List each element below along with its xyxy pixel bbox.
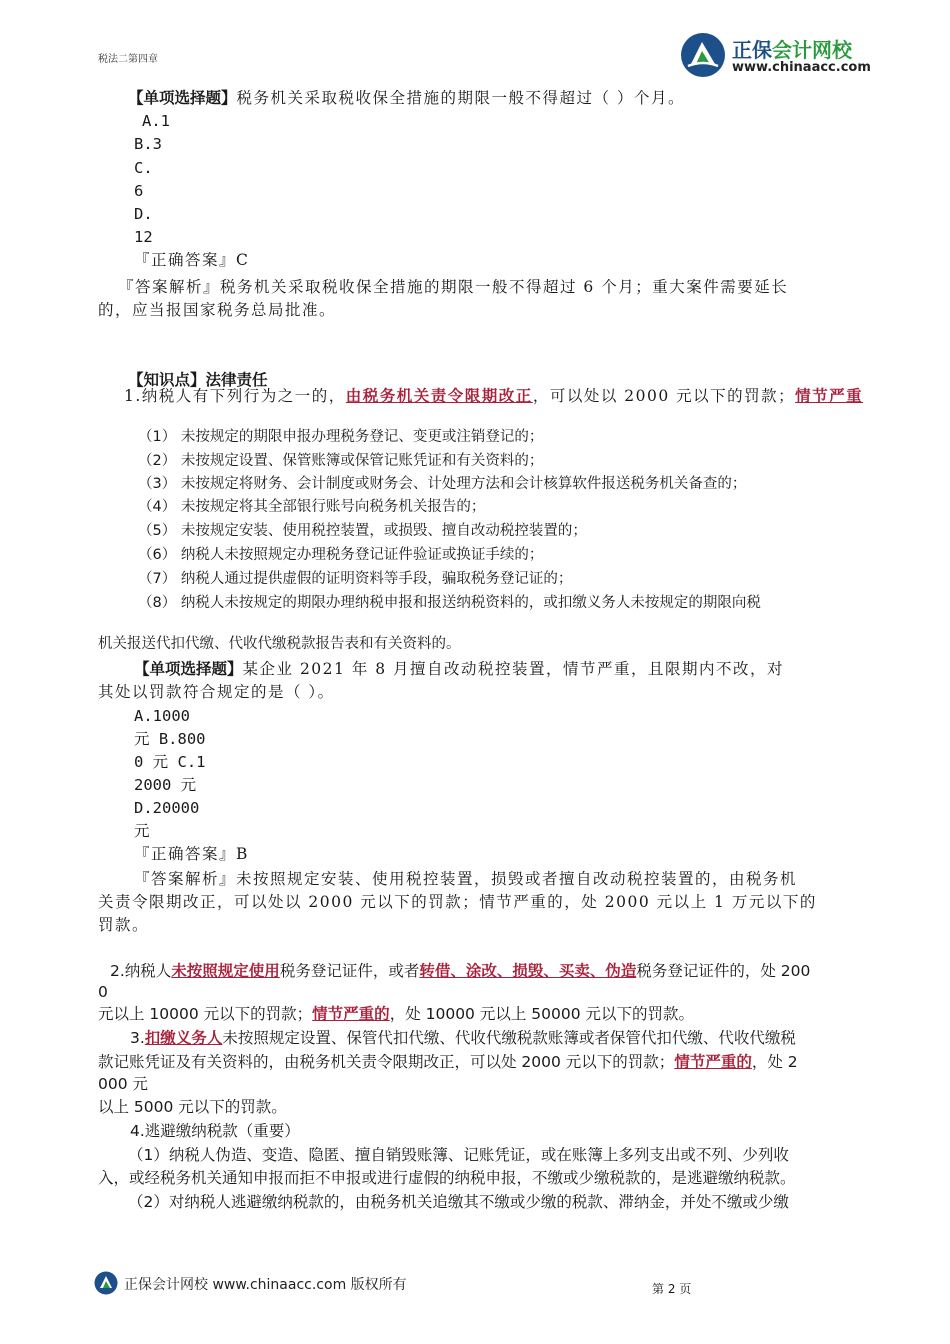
p3-line4: 以上 5000 元以下的罚款。 [98,1098,287,1116]
q2-analysis-line3: 罚款。 [98,916,150,934]
brand-name [732,34,852,63]
q2-line-4: 2000 元 [134,776,197,794]
brand-logo [680,30,880,82]
law-line1 [124,386,864,408]
q2-line-6: 元 [134,822,150,840]
footer-copyright: 正保会计网校 www.chinaacc.com 版权所有 [124,1277,407,1293]
p2-line3-text-b: ，处 10000 元以上 50000 元以下的罚款。 [389,1005,695,1023]
p4-title: 4.逃避缴纳税款（重要） [130,1122,300,1140]
brand-sub: 会计网校 [772,38,852,62]
p3-text-a: 3. [130,1029,145,1047]
q2-line-5: D.20000 [134,799,200,817]
p2-line2: 0 [98,983,108,1001]
law-item-1: （1） 未按规定的期限申报办理税务登记、变更或注销登记的； [138,429,544,445]
p2-line3 [98,1004,694,1024]
law-item-6: （6） 纳税人未按照规定办理税务登记证件验证或换证手续的； [138,547,544,563]
p2-text-c: 税务登记证件的，处 200 [636,962,811,980]
law-item-8: （8） 纳税人未按规定的期限办理纳税申报和报送纳税资料的，或扣缴义务人未按规定的期限向税 [138,595,761,611]
q1-analysis-line1: 『答案解析』税务机关采取税收保全措施的期限一般不得超过 6 个月；重大案件需要延长 [118,278,789,296]
p3-line1 [130,1028,796,1048]
q2-analysis-line1: 『答案解析』未按照规定安装、使用税控装置，损毁或者擅自改动税控装置的，由税务机 [134,870,798,888]
brand-main: 正保 [732,38,772,62]
law-line1-highlight-2: 情节严重 [795,386,864,405]
q1-option-a: A.1 [142,112,170,130]
p2-line3-text-a: 元以上 10000 元以下的罚款； [98,1005,313,1023]
law-title: 【知识点】法律责任 [128,371,268,389]
header-crumb: 税法二第四章 [98,54,158,65]
q1-answer: 『正确答案』C [134,251,250,269]
q2-title: 【单项选择题】 [134,660,243,678]
brand-url: www.chinaacc.com [732,60,871,75]
law-item-7: （7） 纳税人通过提供虚假的证明资料等手段，骗取税务登记证的； [138,571,573,587]
law-item-8-cont: 机关报送代扣代缴、代收代缴税款报告表和有关资料的。 [98,636,461,652]
page-number [652,1282,712,1296]
q1-option-d-value: 12 [134,228,153,246]
p3-line2 [98,1052,798,1072]
p2-line3-highlight: 情节严重的 [312,1005,390,1023]
law-line1-text-b: ，可以处以 2000 元以下的罚款； [532,387,796,405]
p2-highlight-1: 未按照规定使用 [171,962,280,980]
q1-stem: 税务机关采取税收保全措施的期限一般不得超过（ ）个月。 [236,89,685,107]
p3-line2-text-b: ，处 2 [751,1053,798,1071]
footer-logo-icon [94,1271,118,1295]
law-line1-highlight: 由税务机关责令限期改正 [345,386,533,405]
q1-title: 【单项选择题】 [128,89,237,107]
q2-stem-line1 [134,659,784,679]
p4-s1-line2: 入，或经税务机关通知申报而拒不申报或进行虚假的纳税申报，不缴或少缴税款的，是逃避缴纳税款。 [98,1169,796,1187]
q1-option-c-value: 6 [134,182,144,200]
law-item-2: （2） 未按规定设置、保管账簿或保管记账凭证和有关资料的； [138,453,544,469]
p3-line2-highlight: 情节严重的 [674,1053,752,1071]
q1-option-d: D. [134,205,153,223]
law-item-3: （3） 未按规定将财务、会计制度或财务会、计处理方法和会计核算软件报送税务机关备查的； [138,476,747,492]
p3-line2-text-a: 款记账凭证及有关资料的，由税务机关责令限期改正，可以处 2000 元以下的罚款； [98,1053,675,1071]
p2-highlight-2: 转借、涂改、损毁、买卖、伪造 [419,962,637,980]
q1-stem-line [128,88,685,108]
q2-line-2: 元 B.800 [134,730,206,748]
q2-line-1: A.1000 [134,707,190,725]
q1-analysis-line2: 的，应当报国家税务总局批准。 [98,301,337,319]
q2-stem-line2: 其处以罚款符合规定的是（ ）。 [98,683,335,701]
q2-stem-1: 某企业 2021 年 8 月擅自改动税控装置，情节严重，且限期内不改，对 [242,660,785,678]
q2-line-3: 0 元 C.1 [134,753,206,771]
logo-icon [680,32,726,78]
p3-highlight-1: 扣缴义务人 [144,1029,223,1047]
p2-text-b: 税务登记证件，或者 [279,962,420,980]
page-number-text: 第 2 页 [652,1282,692,1296]
p3-line3: 000 元 [98,1075,149,1093]
p3-text-b: 未按照规定设置、保管代扣代缴、代收代缴税款账簿或者保管代扣代缴、代收代缴税 [222,1029,796,1047]
law-line1-text-a: 1.纳税人有下列行为之一的， [124,387,346,405]
p4-s2-line1: （2）对纳税人逃避缴纳税款的，由税务机关追缴其不缴或少缴的税款、滞纳金，并处不缴或少缴 [128,1193,789,1211]
law-item-5: （5） 未按规定安装、使用税控装置，或损毁、擅自改动税控装置的； [138,523,587,539]
p4-s1-line1: （1）纳税人伪造、变造、隐匿、擅自销毁账簿、记账凭证，或在账簿上多列支出或不列、少列收 [128,1146,789,1164]
law-item-4: （4） 未按规定将其全部银行账号向税务机关报告的； [138,499,486,515]
q1-option-c: C. [134,159,153,177]
q1-option-b: B.3 [134,135,162,153]
q2-analysis-line2: 关责令限期改正，可以处以 2000 元以下的罚款；情节严重的，处 2000 元以上 1 万元以下的 [98,893,817,911]
p2-text-a: 2.纳税人 [110,962,172,980]
q2-answer: 『正确答案』B [134,845,249,863]
p2-line1 [110,961,810,981]
